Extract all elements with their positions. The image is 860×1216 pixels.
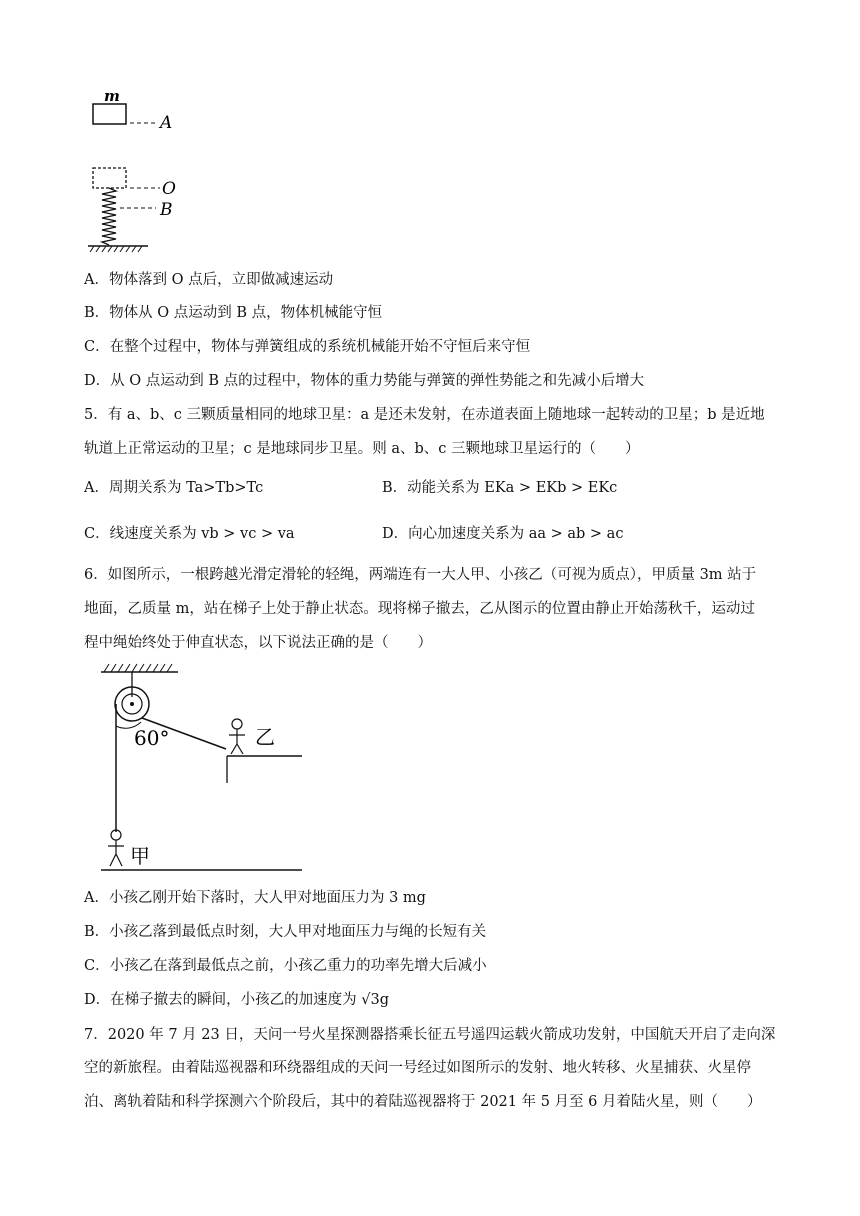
q6-option-d: D．在梯子撤去的瞬间，小孩乙的加速度为 √3g xyxy=(84,992,389,1008)
label-a: A xyxy=(160,113,173,133)
block-m xyxy=(93,104,126,124)
q6-stem-line3: 程中绳始终处于伸直状态，以下说法正确的是（ ） xyxy=(84,635,432,651)
q5-stem-line2: 轨道上正常运动的卫星；c 是地球同步卫星。则 a、b、c 三颗地球卫星运行的（ ） xyxy=(84,441,640,457)
pulley-figure xyxy=(96,660,316,875)
q7-stem-line1: 7．2020 年 7 月 23 日，天问一号火星探测器搭乘长征五号遥四运载火箭成功发射，中国航天开启了走向深 xyxy=(84,1027,776,1043)
label-b: B xyxy=(160,200,173,220)
q7-stem-line2: 空的新旅程。由着陆巡视器和环绕器组成的天问一号经过如图所示的发射、地火转移、火星捕获、火星停 xyxy=(84,1060,751,1076)
q6-option-a: A．小孩乙刚开始下落时，大人甲对地面压力为 3 mg xyxy=(84,890,426,906)
q4-option-d: D．从 O 点运动到 B 点的过程中，物体的重力势能与弹簧的弹性势能之和先减小后增大 xyxy=(84,373,645,389)
spring-figure xyxy=(86,88,196,258)
q5-option-a: A．周期关系为 Ta>Tb>Tc xyxy=(84,480,264,496)
q7-stem-line3: 泊、离轨着陆和科学探测六个阶段后，其中的着陆巡视器将于 2021 年 5 月至 6 月着陆火星，则（ ） xyxy=(84,1094,762,1110)
q5-option-b: B．动能关系为 EKa > EKb > EKc xyxy=(382,480,618,496)
label-m: m xyxy=(104,87,120,105)
q4-option-b: B．物体从 O 点运动到 B 点，物体机械能守恒 xyxy=(84,305,383,321)
block-dashed xyxy=(93,168,126,188)
spring xyxy=(102,188,116,245)
q6-stem-line1: 6．如图所示，一根跨越光滑定滑轮的轻绳，两端连有一大人甲、小孩乙（可视为质点），甲质量 3m 站于 xyxy=(84,567,757,583)
q5-option-c: C．线速度关系为 vb > vc > va xyxy=(84,526,295,542)
label-yi: 乙 xyxy=(255,725,275,749)
angle-label: 60° xyxy=(134,726,170,750)
q6-stem-line2: 地面，乙质量 m，站在梯子上处于静止状态。现将梯子撤去，乙从图示的位置由静止开始荡秋千，运动过 xyxy=(84,601,755,617)
label-jia: 甲 xyxy=(130,844,150,868)
q4-option-c: C．在整个过程中，物体与弹簧组成的系统机械能开始不守恒后来守恒 xyxy=(84,339,531,355)
label-o: O xyxy=(162,179,176,199)
q5-option-d: D．向心加速度关系为 aa > ab > ac xyxy=(382,526,624,542)
q5-stem-line1: 5．有 a、b、c 三颗质量相同的地球卫星：a 是还未发射，在赤道表面上随地球一起转动的卫星；b 是近地 xyxy=(84,407,765,423)
q6-option-b: B．小孩乙落到最低点时刻，大人甲对地面压力与绳的长短有关 xyxy=(84,924,487,940)
q4-option-a: A．物体落到 O 点后，立即做减速运动 xyxy=(84,272,334,288)
q6-option-c: C．小孩乙在落到最低点之前，小孩乙重力的功率先增大后减小 xyxy=(84,958,487,974)
